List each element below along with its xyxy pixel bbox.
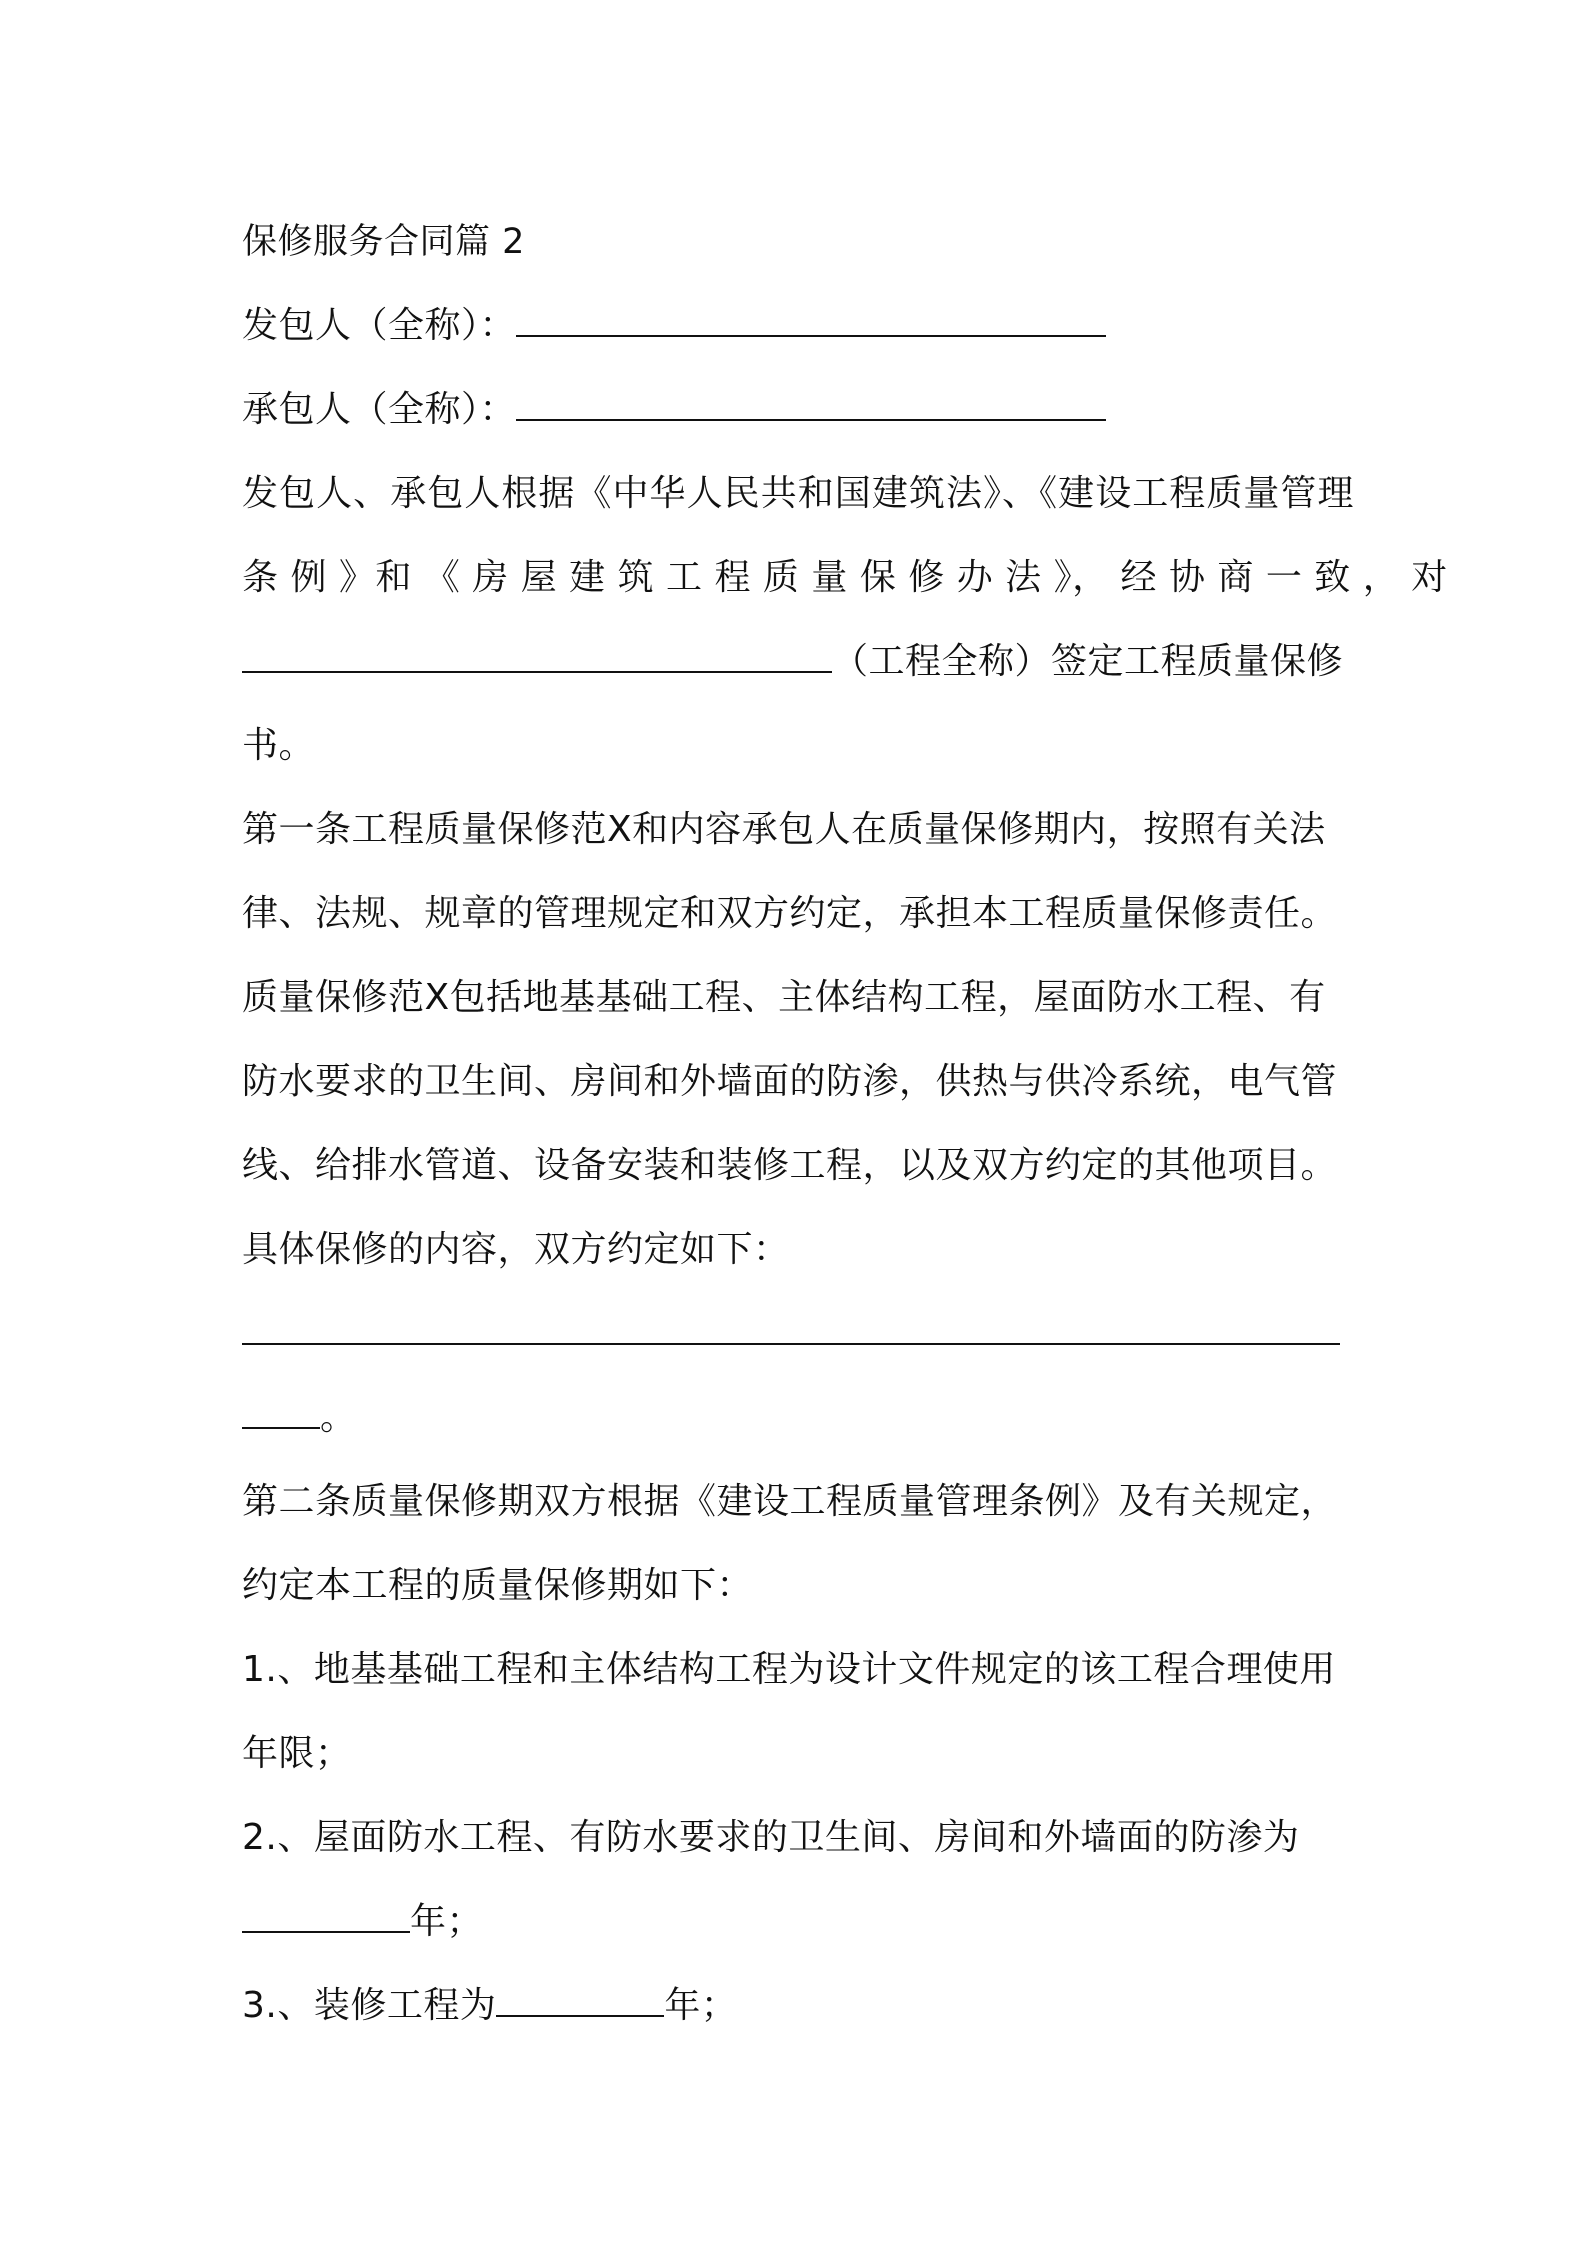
preamble-line-2: 条 例 》和 《 房 屋 建 筑 工 程 质 量 保 修 办 法 》， 经 协 商 一 致 ， 对 <box>242 557 1448 598</box>
warranty-content-blank-end <box>242 1376 1354 1460</box>
article1-line-5: 线、给排水管道、设备安装和装修工程，以及双方约定的其他项目。 <box>242 1145 1338 1186</box>
warranty-content-period: 。 <box>320 1397 357 1438</box>
article2-item2-suffix: 年； <box>410 1901 484 1942</box>
waterproof-years-blank <box>242 1905 410 1933</box>
article2-line-1: 第二条质量保修期双方根据《建设工程质量管理条例》及有关规定， <box>242 1481 1338 1522</box>
article1-line-1: 第一条工程质量保修范X和内容承包人在质量保修期内，按照有关法 <box>242 809 1326 850</box>
preamble-line-3 <box>242 620 1354 704</box>
article2-item3-prefix: 3.、装修工程为 <box>242 1985 497 2026</box>
project-name-blank <box>242 645 832 673</box>
warranty-content-blank <box>242 1317 1340 1345</box>
preamble-line-3-text: （工程全称）签定工程质量保修 <box>832 641 1344 682</box>
article2-item3 <box>242 1964 1354 2048</box>
article2-item3-suffix: 年； <box>664 1985 738 2026</box>
article1-line-4: 防水要求的卫生间、房间和外墙面的防渗，供热与供冷系统，电气管 <box>242 1061 1338 1102</box>
employer-name-blank <box>516 309 1106 337</box>
warranty-content-blank-line <box>242 1292 1354 1376</box>
article1-line-2: 律、法规、规章的管理规定和双方约定，承担本工程质量保修责任。 <box>242 893 1338 934</box>
document-page <box>242 200 1448 2048</box>
article2-item2-line-1: 2.、屋面防水工程、有防水要求的卫生间、房间和外墙面的防渗为 <box>242 1817 1300 1858</box>
document-title: 保修服务合同篇 2 <box>242 222 525 262</box>
article2-item1-line-2: 年限； <box>242 1733 352 1774</box>
contractor-label: 承包人（全称）： <box>242 389 517 430</box>
decoration-years-blank <box>496 1989 664 2017</box>
article2-item1-line-1: 1.、地基基础工程和主体结构工程为设计文件规定的该工程合理使用 <box>242 1649 1336 1690</box>
article1-line-3: 质量保修范X包括地基基础工程、主体结构工程，屋面防水工程、有 <box>242 977 1326 1018</box>
contractor-field <box>242 368 1354 452</box>
article1-line-6: 具体保修的内容，双方约定如下： <box>242 1229 790 1270</box>
employer-label: 发包人（全称）： <box>242 305 517 346</box>
article2-item2-line-2 <box>242 1880 1354 1964</box>
article2-line-2: 约定本工程的质量保修期如下： <box>242 1565 754 1606</box>
employer-field <box>242 284 1354 368</box>
preamble-line-1: 发包人、承包人根据《中华人民共和国建筑法》、《建设工程质量管理 <box>242 473 1354 514</box>
warranty-content-blank-tail <box>242 1401 320 1429</box>
contractor-name-blank <box>516 393 1106 421</box>
preamble-line-4: 书。 <box>242 725 316 766</box>
